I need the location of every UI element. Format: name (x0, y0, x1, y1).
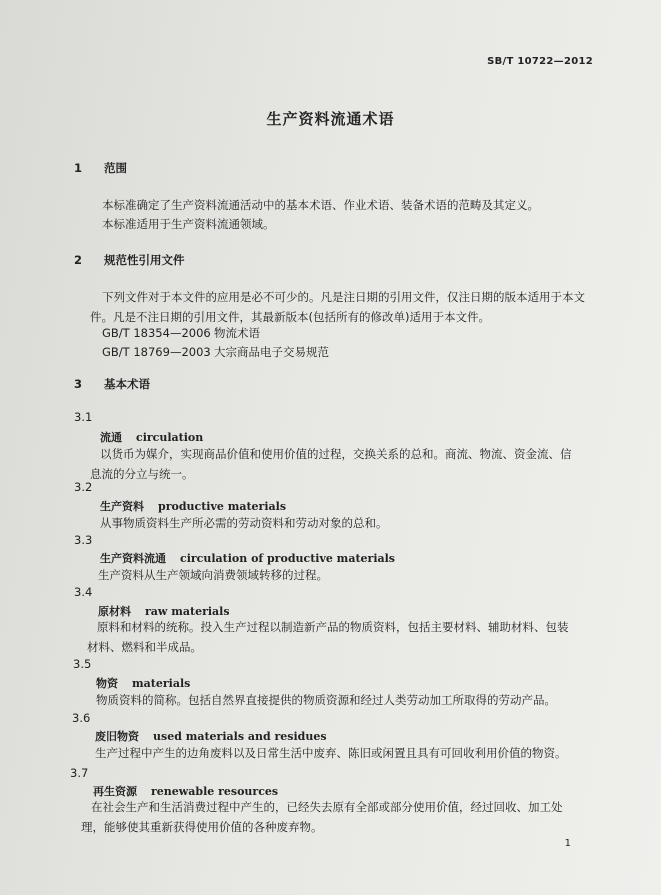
term-en: renewable resources (151, 785, 279, 798)
section-heading-1 (74, 160, 127, 176)
reference-code: GB/T 18769—2003 (102, 345, 211, 359)
term-heading (100, 550, 395, 566)
term-zh: 物资 (96, 677, 118, 690)
term-zh: 再生资源 (93, 785, 137, 798)
term-number: 3.4 (74, 585, 93, 599)
term-number: 3.1 (74, 410, 93, 424)
term-heading (96, 675, 190, 691)
term-en: productive materials (158, 500, 287, 513)
reference-title: 物流术语 (214, 326, 260, 340)
paragraph: 本标准确定了生产资料流通活动中的基本术语、作业术语、装备术语的范畴及其定义。 (102, 198, 539, 212)
reference-code: GB/T 18354—2006 (102, 326, 211, 340)
term-en: circulation (136, 431, 204, 444)
term-en: circulation of productive materials (180, 552, 396, 565)
term-heading (100, 498, 286, 514)
section-heading-2 (74, 252, 185, 268)
term-definition: 以货币为媒介，实现商品价值和使用价值的过程，交换关系的总和。商流、物流、资金流、信息流的分立与统一。 (90, 447, 572, 481)
term-zh: 生产资料 (100, 500, 144, 513)
page-number: 1 (564, 838, 571, 849)
term-zh: 废旧物资 (95, 730, 139, 743)
section-title: 基本术语 (104, 377, 150, 391)
term-heading (100, 429, 203, 445)
term-number: 3.3 (74, 533, 93, 547)
term-number: 3.5 (73, 657, 92, 671)
section-title: 规范性引用文件 (104, 253, 185, 267)
section-title: 范围 (104, 161, 127, 175)
standard-code: SB/T 10722—2012 (487, 56, 593, 67)
page-title: 生产资料流通术语 (266, 110, 395, 128)
term-definition: 生产资料从生产领域向消费领域转移的过程。 (98, 568, 328, 582)
section-number: 2 (74, 253, 83, 267)
section-number: 3 (74, 377, 83, 391)
reference-item (102, 325, 260, 341)
term-en: raw materials (145, 605, 230, 618)
term-number: 3.2 (74, 480, 93, 494)
term-en: used materials and residues (153, 730, 327, 743)
term-number: 3.7 (70, 766, 89, 780)
term-definition: 从事物质资料生产所必需的劳动资料和劳动对象的总和。 (100, 516, 388, 530)
section-heading-3 (74, 376, 150, 392)
term-zh: 生产资料流通 (100, 552, 166, 565)
reference-title: 大宗商品电子交易规范 (214, 345, 329, 359)
term-definition: 原料和材料的统称。投入生产过程以制造新产品的物质资料，包括主要材料、辅助材料、包装材料、燃料和半成品。 (87, 620, 569, 654)
term-heading (95, 728, 327, 744)
term-definition: 在社会生产和生活消费过程中产生的，已经失去原有全部或部分使用价值，经过回收、加工处理，能够使其重新获得使用价值的各种废弃物。 (81, 800, 563, 834)
term-zh: 流通 (100, 431, 122, 444)
paragraph: 本标准适用于生产资料流通领域。 (102, 217, 275, 231)
section-number: 1 (74, 161, 83, 175)
reference-item (102, 344, 329, 360)
paragraph: 下列文件对于本文件的应用是必不可少的。凡是注日期的引用文件，仅注日期的版本适用于本文件。凡是不注日期的引用文件，其最新版本(包括所有的修改单)适用于本文件。 (90, 290, 585, 324)
term-definition: 生产过程中产生的边角废料以及日常生活中废弃、陈旧或闲置且具有可回收利用价值的物资。 (95, 746, 567, 760)
term-en: materials (132, 677, 191, 690)
term-zh: 原材料 (98, 605, 131, 618)
term-definition: 物质资料的简称。包括自然界直接提供的物质资源和经过人类劳动加工所取得的劳动产品。 (96, 693, 556, 707)
term-number: 3.6 (72, 711, 91, 725)
